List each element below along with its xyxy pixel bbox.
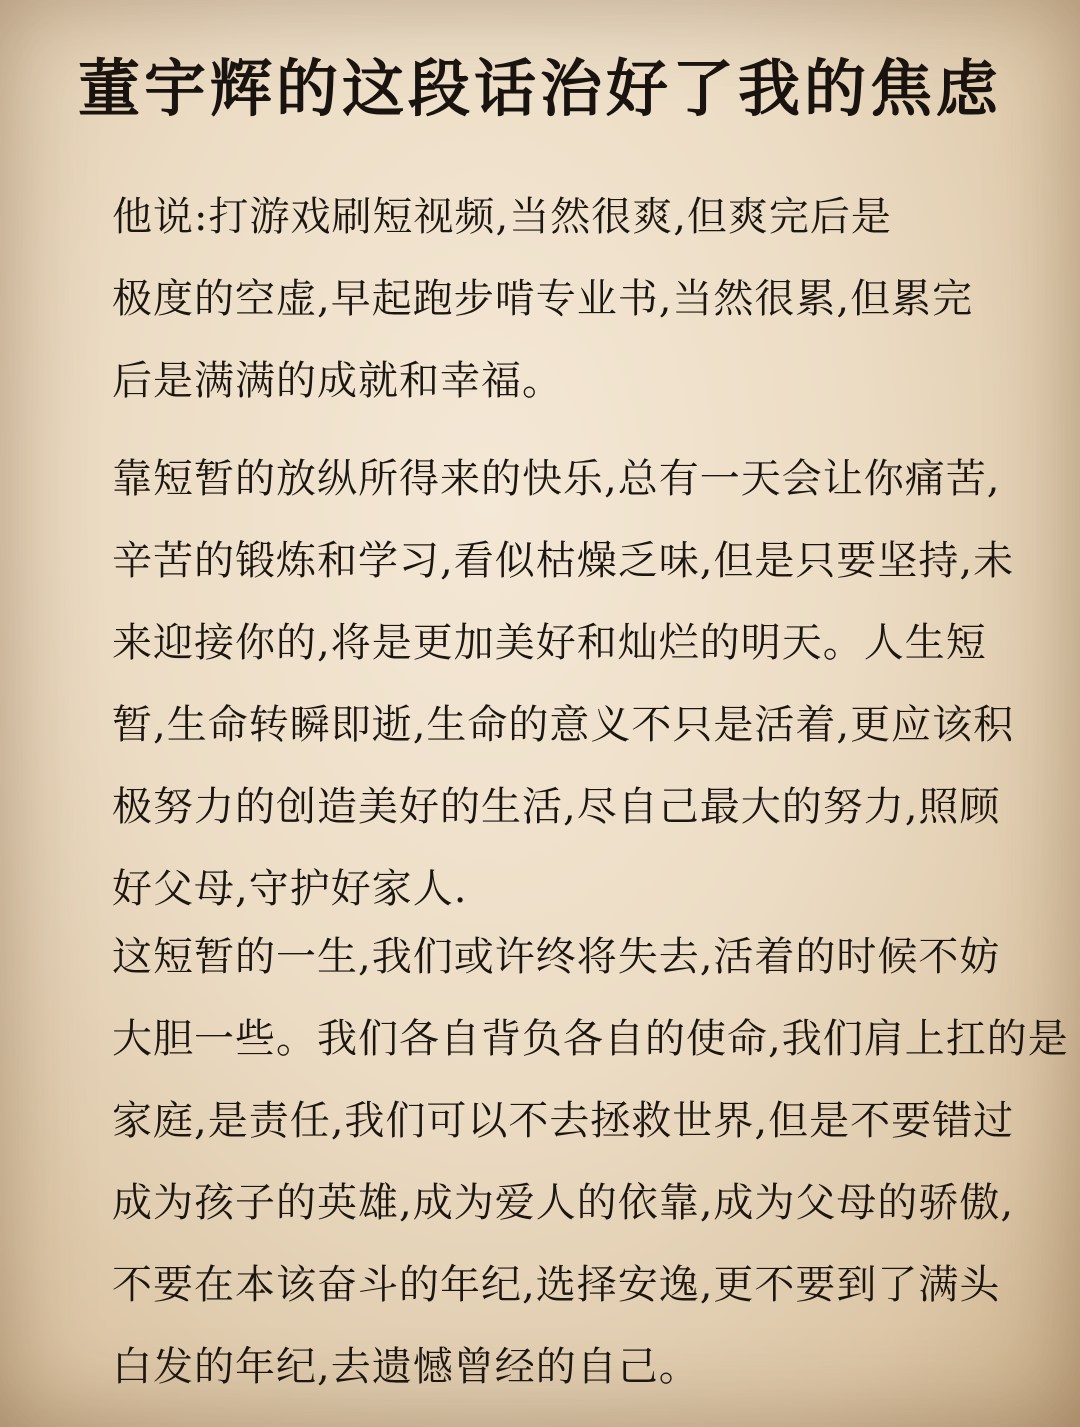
paragraph-2 bbox=[112, 438, 1015, 930]
text-line: 他说:打游戏刷短视频,当然很爽,但爽完后是 bbox=[112, 194, 892, 240]
text-line: 家庭,是责任,我们可以不去拯救世界,但是不要错过 bbox=[112, 1098, 1015, 1144]
text-line: 不要在本该奋斗的年纪,选择安逸,更不要到了满头 bbox=[112, 1262, 1001, 1308]
text-line: 后是满满的成就和幸福。 bbox=[112, 358, 563, 404]
text-line: 白发的年纪,去遗憾曾经的自己。 bbox=[112, 1344, 700, 1390]
page-title: 董宇辉的这段话治好了我的焦虑 bbox=[77, 52, 1002, 125]
text-line: 成为孩子的英雄,成为爱人的依靠,成为父母的骄傲, bbox=[112, 1180, 1015, 1226]
paragraph-1 bbox=[112, 176, 992, 422]
text-line: 靠短暂的放纵所得来的快乐,总有一天会让你痛苦, bbox=[112, 456, 1001, 502]
paragraph-3 bbox=[112, 916, 1069, 1408]
text-line: 极努力的创造美好的生活,尽自己最大的努力,照顾 bbox=[112, 784, 1001, 830]
text-line: 好父母,守护好家人. bbox=[112, 866, 468, 912]
text-line: 来迎接你的,将是更加美好和灿烂的明天。人生短 bbox=[112, 620, 987, 666]
text-line: 辛苦的锻炼和学习,看似枯燥乏味,但是只要坚持,未 bbox=[112, 538, 1015, 584]
text-line: 大胆一些。我们各自背负各自的使命,我们肩上扛的是 bbox=[112, 1016, 1069, 1062]
text-line: 暂,生命转瞬即逝,生命的意义不只是活着,更应该积 bbox=[112, 702, 1015, 748]
text-line: 这短暂的一生,我们或许终将失去,活着的时候不妨 bbox=[112, 934, 1001, 980]
text-line: 极度的空虚,早起跑步啃专业书,当然很累,但累完 bbox=[112, 276, 974, 322]
